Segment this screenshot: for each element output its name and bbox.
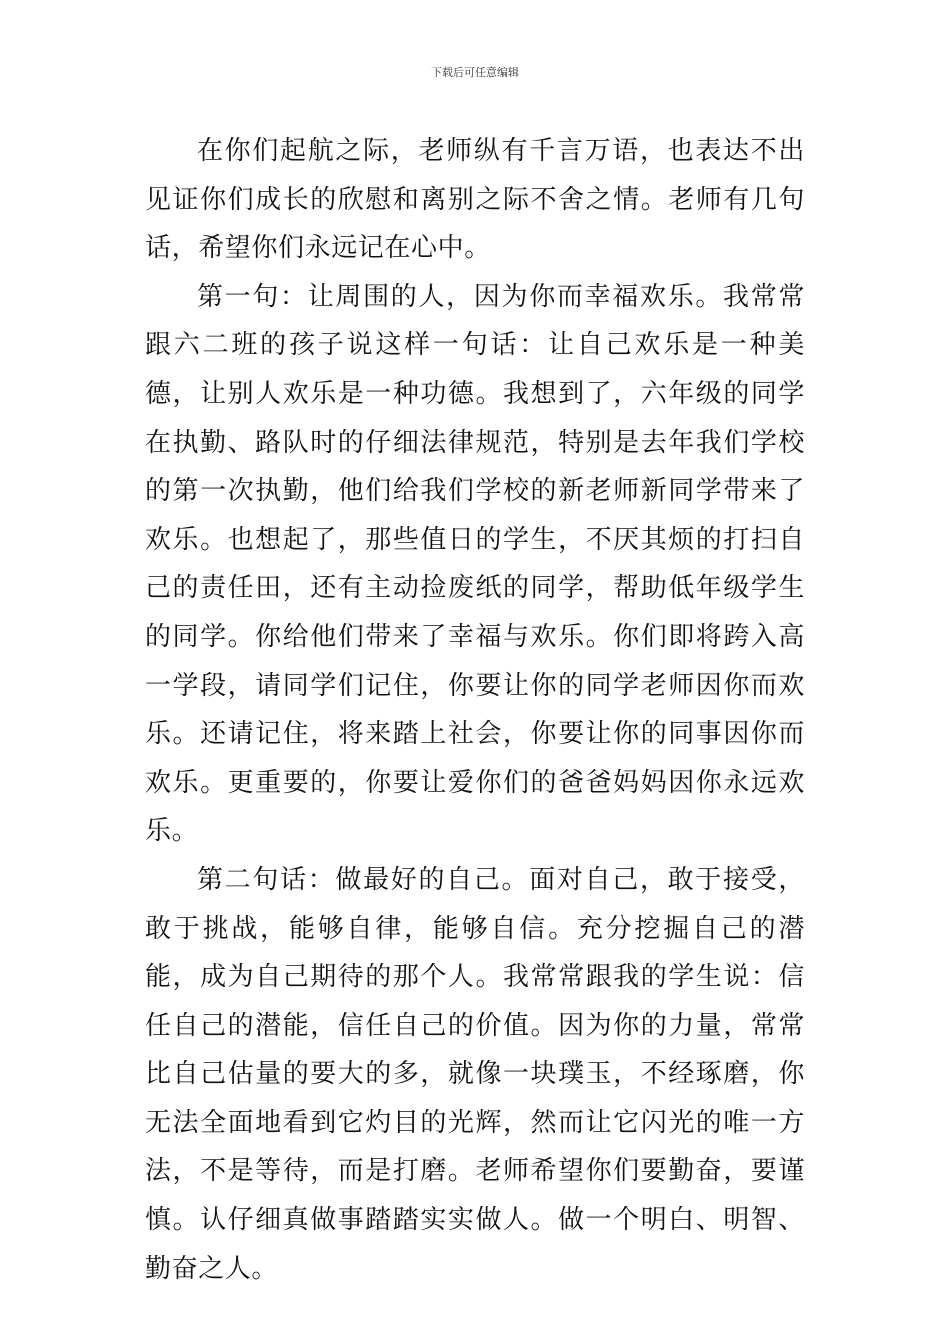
document-body <box>145 127 805 1293</box>
paragraph-2: 第一句：让周围的人，因为你而幸福欢乐。我常常跟六二班的孩子说这样一句话：让自己欢乐是一种美德，让别人欢乐是一种功德。我想到了，六年级的同学在执勤、路队时的仔细法律规范，特别是去年我们学校的第一次执勤，他们给我们学校的新老师新同学带来了欢乐。也想起了，那些值日的学生，不厌其烦的打扫自己的责任田，还有主动捡废纸的同学，帮助低年级学生的同学。你给他们带来了幸福与欢乐。你们即将跨入高一学段，请同学们记住，你要让你的同学老师因你而欢乐。还请记住，将来踏上社会，你要让你的同事因你而欢乐。更重要的，你要让爱你们的爸爸妈妈因你永远欢乐。 <box>145 281 805 847</box>
paragraph-1: 在你们起航之际，老师纵有千言万语，也表达不出见证你们成长的欣慰和离别之际不舍之情。老师有几句话，希望你们永远记在心中。 <box>145 136 805 264</box>
paragraph-3: 第二句话：做最好的自己。面对自己，敢于接受，敢于挑战，能够自律，能够自信。充分挖掘自己的潜能，成为自己期待的那个人。我常常跟我的学生说：信任自己的潜能，信任自己的价值。因为你的力量，常常比自己估量的要大的多，就像一块璞玉，不经琢磨，你无法全面地看到它灼目的光辉，然而让它闪光的唯一方法，不是等待，而是打磨。老师希望你们要勤奋，要谨慎。认仔细真做事踏踏实实做人。做一个明白、明智、勤奋之人。 <box>145 864 805 1284</box>
page-header-note: 下载后可任意编辑 <box>431 66 519 79</box>
